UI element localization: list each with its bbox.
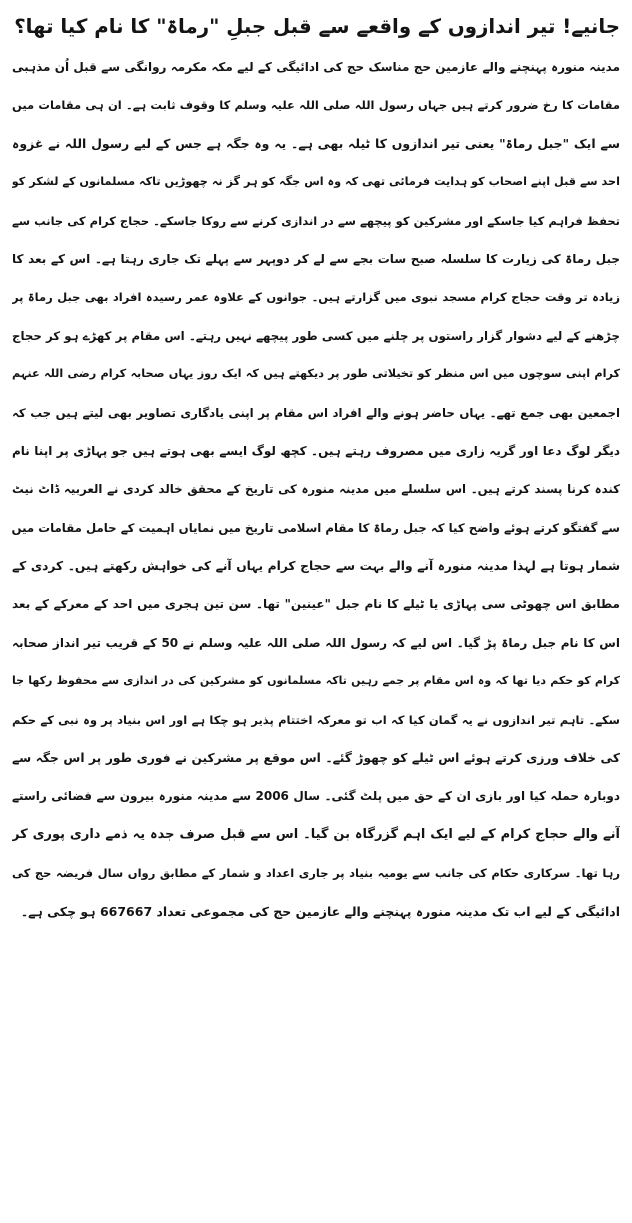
article-line: شمار ہوتا ہے لہذا مدینہ منورہ آنے والے بہت سے حجاج کرام یہاں آنے کی خواہش رکھتے ہیں۔ کردی کے (12, 559, 620, 574)
article-line: زیادہ تر وقت حجاج کرام مسجد نبوی میں گزارتے ہیں۔ جوانوں کے علاوہ عمر رسیدہ افراد بھی جبل رماۃ پر (12, 290, 620, 305)
article-line: سے گفتگو کرتے ہوئے واضح کیا کہ جبل رماۃ کا مقام اسلامی تاریخ میں نمایاں اہمیت کے حامل مقامات میں (12, 520, 620, 535)
article-line: ادائیگی کے لیے اب تک مدینہ منورہ پہنچنے والے عازمین حج کی مجموعی تعداد 667667 ہو چکی ہے۔ (20, 903, 620, 919)
article-line: سے ایک "جبل رماۃ" یعنی تیر اندازوں کا ٹیلہ بھی ہے۔ یہ وہ جگہ ہے جس کے لیے رسول اللہ نے غزوہ (12, 135, 620, 151)
article-line: کی خلاف ورزی کرتے ہوئے اس ٹیلے کو چھوڑ گئے۔ اس موقع پر مشرکین نے فوری طور پر اس جگہ سے (12, 751, 620, 766)
article-line: کرام اپنی سوچوں میں اس منظر کو تخیلاتی طور پر دیکھتے ہیں کہ ایک روز یہاں صحابہ کرام رضی اللہ عنہم (12, 367, 620, 381)
article-line: دیگر لوگ دعا اور گریہ زاری میں مصروف رہتے ہیں۔ کچھ لوگ ایسے بھی ہوتے ہیں جو پہاڑی پر اپنا نام (12, 443, 620, 458)
article-headline: جانیے! تیر اندازوں کے واقعے سے قبل جبلِ "رماۃ" کا نام کیا تھا؟ (14, 15, 620, 38)
article-line: آنے والے حجاج کرام کے لیے ایک اہم گزرگاہ بن گیا۔ اس سے قبل صرف جدہ یہ ذمے داری پوری کر (12, 826, 620, 842)
article-body (12, 48, 620, 931)
article-line: رہا تھا۔ سرکاری حکام کی جانب سے یومیہ بنیاد پر جاری اعداد و شمار کے مطابق رواں سال فریضہ حج کی (12, 866, 620, 881)
article-line: اس کا نام جبل رماۃ پڑ گیا۔ اس لیے کہ رسول اللہ صلی اللہ علیہ وسلم نے 50 کے قریب تیر انداز صحابہ (12, 635, 620, 650)
article-line: تحفظ فراہم کیا جاسکے اور مشرکین کو پیچھے سے در اندازی کرنے سے روکا جاسکے۔ حجاج کرام کی جانب سے (12, 213, 620, 228)
article-line: دوبارہ حملہ کیا اور بازی ان کے حق میں پلٹ گئی۔ سال 2006 سے مدینہ منورہ بیرون سے فضائی راستے (12, 789, 620, 804)
article-line: مقامات کا رخ ضرور کرتے ہیں جہاں رسول اللہ صلی اللہ علیہ وسلم کا وقوف ثابت ہے۔ ان ہی مقامات میں (12, 98, 620, 113)
article-line: اجمعین بھی جمع تھے۔ یہاں حاضر ہونے والے افراد اس مقام پر اپنی یادگاری تصاویر بھی لیتے ہیں جب کہ (12, 405, 620, 420)
article-line: کرام کو حکم دیا تھا کہ وہ اس مقام پر جمے رہیں تاکہ مسلمانوں کو مشرکین کی در اندازی سے محفوظ رکھا جا (12, 674, 620, 688)
article-line: احد سے قبل اپنے اصحاب کو ہدایت فرمائی تھی کہ وہ اس جگہ کو ہر گز نہ چھوڑیں تاکہ مسلمانوں کے لشکر کو (12, 175, 620, 189)
article-line: مطابق اس چھوٹی سی پہاڑی یا ٹیلے کا نام جبل "عینین" تھا۔ سن تین ہجری میں احد کے معرکے کے بعد (12, 597, 620, 612)
article-line: کندہ کرنا پسند کرتے ہیں۔ اس سلسلے میں مدینہ منورہ کی تاریخ کے محقق خالد کردی نے العربیہ ڈاٹ نیٹ (12, 482, 620, 497)
article-line: جبل رماۃ کی زیارت کا سلسلہ صبح سات بجے سے لے کر دوپہر سے پہلے تک جاری رہتا ہے۔ اس کے بعد کا (12, 251, 620, 266)
article-line: سکے۔ تاہم تیر اندازوں نے یہ گمان کیا کہ اب تو معرکہ اختتام پذیر ہو چکا ہے اور اس بنیاد پر وہ نبی کے حکم (12, 712, 620, 727)
article-line: مدینہ منورہ پہنچنے والے عازمین حج مناسک حج کی ادائیگی کے لیے مکہ مکرمہ روانگی سے قبل اُن مذہبی (12, 60, 620, 74)
article-line: چڑھنے کے لیے دشوار گزار راستوں پر چلنے میں کسی طور پیچھے نہیں رہتے۔ اس مقام پر کھڑے ہو کر حجاج (12, 328, 620, 343)
